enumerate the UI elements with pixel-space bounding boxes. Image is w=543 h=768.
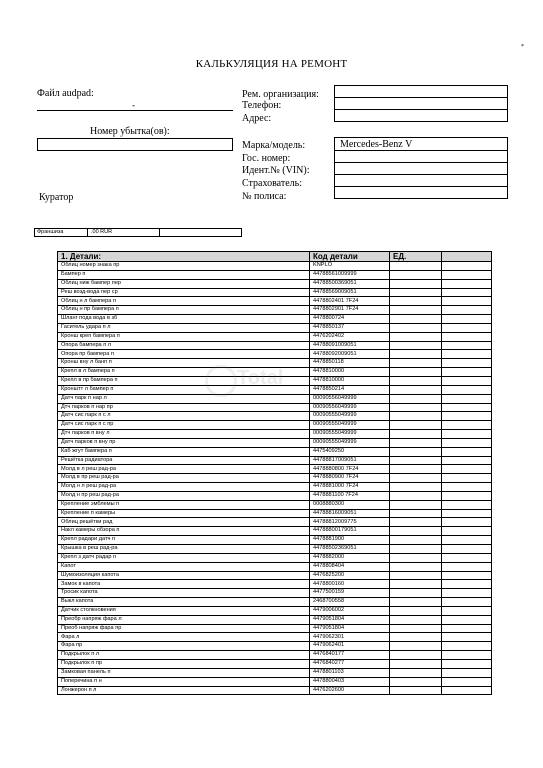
part-code-cell: 44788561009999: [310, 270, 390, 279]
part-code-cell: 44788091009051: [310, 341, 390, 350]
part-unit-cell: [390, 421, 442, 430]
table-row: [58, 615, 492, 624]
part-unit-cell: [390, 306, 442, 315]
part-code-cell: 4476840277: [310, 659, 390, 668]
table-row: [58, 262, 492, 271]
part-code-cell: 44788500369051: [310, 279, 390, 288]
part-unit-cell: [390, 447, 442, 456]
part-code-cell: 2468700558: [310, 598, 390, 607]
header-extra: [442, 252, 492, 262]
part-extra-cell: [442, 624, 492, 633]
part-code-cell: 00090555049999: [310, 421, 390, 430]
table-row: [58, 606, 492, 615]
part-unit-cell: [390, 262, 442, 271]
part-unit-cell: [390, 668, 442, 677]
part-unit-cell: [390, 412, 442, 421]
part-unit-cell: [390, 270, 442, 279]
part-unit-cell: [390, 606, 442, 615]
part-code-cell: 4478800160: [310, 580, 390, 589]
part-extra-cell: [442, 332, 492, 341]
part-extra-cell: [442, 385, 492, 394]
part-unit-cell: [390, 323, 442, 332]
part-name-cell: Бампер п: [58, 270, 310, 279]
table-row: [58, 279, 492, 288]
part-name-cell: Молд в л реш рад-ра: [58, 465, 310, 474]
part-extra-cell: [442, 642, 492, 651]
part-name-cell: Фара пр: [58, 642, 310, 651]
parts-table-header: [58, 252, 492, 262]
franchise-value: .00 RUR: [88, 229, 160, 236]
part-unit-cell: [390, 385, 442, 394]
table-row: [58, 509, 492, 518]
table-row: [58, 288, 492, 297]
part-extra-cell: [442, 615, 492, 624]
part-extra-cell: [442, 376, 492, 385]
franchise-strip: [34, 228, 242, 237]
part-code-cell: 4477500159: [310, 589, 390, 598]
part-name-cell: Крышка в реш рад-ра: [58, 545, 310, 554]
part-name-cell: Решётка радиатора: [58, 456, 310, 465]
part-code-cell: 4478880800 7F24: [310, 465, 390, 474]
part-unit-cell: [390, 553, 442, 562]
part-extra-cell: [442, 677, 492, 686]
make-model-field[interactable]: [334, 137, 508, 151]
part-unit-cell: [390, 580, 442, 589]
part-name-cell: Датч сис парк п с л: [58, 412, 310, 421]
part-unit-cell: [390, 341, 442, 350]
vin-label: Идент.№ (VIN):: [242, 165, 310, 176]
part-extra-cell: [442, 315, 492, 324]
part-code-cell: 00090556049999: [310, 394, 390, 403]
part-unit-cell: [390, 403, 442, 412]
make-model-value: Mercedes-Benz V: [340, 139, 413, 150]
part-name-cell: Фара л: [58, 633, 310, 642]
watermark-logo: [205, 363, 335, 397]
part-name-cell: Крепление п камеры: [58, 509, 310, 518]
table-row: [58, 438, 492, 447]
part-code-cell: 4478850214: [310, 385, 390, 394]
part-extra-cell: [442, 527, 492, 536]
part-name-cell: Датч парков п вну пр: [58, 438, 310, 447]
loss-number-label: Номер убытка(ов):: [90, 126, 170, 137]
part-code-cell: 44788800179051: [310, 527, 390, 536]
table-row: [58, 421, 492, 430]
part-unit-cell: [390, 615, 442, 624]
part-name-cell: Крепл в л бампера п: [58, 368, 310, 377]
part-code-cell: 4478801103: [310, 668, 390, 677]
table-row: [58, 633, 492, 642]
part-code-cell: 4476202600: [310, 686, 390, 695]
part-code-cell: 00090556049999: [310, 403, 390, 412]
part-unit-cell: [390, 651, 442, 660]
part-extra-cell: [442, 341, 492, 350]
table-row: [58, 297, 492, 306]
table-row: [58, 659, 492, 668]
part-extra-cell: [442, 474, 492, 483]
header-code: Код детали: [310, 252, 390, 262]
part-code-cell: 44788816009051: [310, 509, 390, 518]
table-row: [58, 500, 492, 509]
insurer-label: Страхователь:: [242, 178, 302, 189]
part-extra-cell: [442, 668, 492, 677]
part-extra-cell: [442, 465, 492, 474]
part-name-cell: Лонжерон п л: [58, 686, 310, 695]
table-row: [58, 270, 492, 279]
part-unit-cell: [390, 633, 442, 642]
part-name-cell: Поперечина п н: [58, 677, 310, 686]
part-code-cell: 4478850137: [310, 323, 390, 332]
part-extra-cell: [442, 368, 492, 377]
part-unit-cell: [390, 518, 442, 527]
part-code-cell: 4479062301: [310, 633, 390, 642]
part-code-cell: 4478850118: [310, 359, 390, 368]
file-label: Файл audpad:: [37, 88, 94, 99]
table-row: [58, 589, 492, 598]
part-extra-cell: [442, 589, 492, 598]
part-extra-cell: [442, 350, 492, 359]
part-unit-cell: [390, 376, 442, 385]
part-extra-cell: [442, 536, 492, 545]
table-row: [58, 456, 492, 465]
part-extra-cell: [442, 412, 492, 421]
part-extra-cell: [442, 518, 492, 527]
part-unit-cell: [390, 368, 442, 377]
franchise-empty: [160, 229, 241, 236]
part-code-cell: 4478802401 7F24: [310, 297, 390, 306]
part-unit-cell: [390, 659, 442, 668]
part-extra-cell: [442, 686, 492, 695]
part-code-cell: 4478800403: [310, 677, 390, 686]
table-row: [58, 536, 492, 545]
part-name-cell: Преобр напряж фара л: [58, 615, 310, 624]
part-extra-cell: [442, 359, 492, 368]
part-extra-cell: [442, 545, 492, 554]
part-extra-cell: [442, 483, 492, 492]
part-extra-cell: [442, 491, 492, 500]
part-code-cell: 4478880900 7F24: [310, 474, 390, 483]
policy-field[interactable]: [334, 186, 508, 199]
part-unit-cell: [390, 500, 442, 509]
part-extra-cell: [442, 306, 492, 315]
table-row: [58, 332, 492, 341]
part-name-cell: Крепл в пр бампера п: [58, 376, 310, 385]
part-extra-cell: [442, 598, 492, 607]
table-row: [58, 651, 492, 660]
part-code-cell: 4479062401: [310, 642, 390, 651]
part-code-cell: 4478882000: [310, 553, 390, 562]
parts-table: [57, 251, 492, 695]
part-code-cell: 00090555049999: [310, 430, 390, 439]
part-name-cell: Облиц ниж бампер пер: [58, 279, 310, 288]
part-name-cell: Капот: [58, 562, 310, 571]
part-name-cell: Подкрылок п пр: [58, 659, 310, 668]
table-row: [58, 668, 492, 677]
part-extra-cell: [442, 270, 492, 279]
part-unit-cell: [390, 279, 442, 288]
file-dash: -: [132, 100, 135, 110]
part-code-cell: 4478881900: [310, 536, 390, 545]
table-row: [58, 403, 492, 412]
table-row: [58, 430, 492, 439]
part-name-cell: Тросик капота: [58, 589, 310, 598]
part-extra-cell: [442, 430, 492, 439]
reg-number-label: Гос. номер:: [242, 153, 291, 164]
table-row: [58, 491, 492, 500]
part-code-cell: 0008880300: [310, 500, 390, 509]
part-name-cell: Шумоизоляция капота: [58, 571, 310, 580]
part-name-cell: Дтч парков п вну л: [58, 430, 310, 439]
part-name-cell: Дтч парков п нар пр: [58, 403, 310, 412]
part-name-cell: Облиц номер знака пр: [58, 262, 310, 271]
part-unit-cell: [390, 430, 442, 439]
table-row: [58, 562, 492, 571]
part-code-cell: 4476202402: [310, 332, 390, 341]
part-extra-cell: [442, 553, 492, 562]
part-extra-cell: [442, 456, 492, 465]
part-code-cell: KNPLO: [310, 262, 390, 271]
part-extra-cell: [442, 447, 492, 456]
table-row: [58, 580, 492, 589]
part-name-cell: Замок в капота: [58, 580, 310, 589]
table-row: [58, 412, 492, 421]
part-extra-cell: [442, 500, 492, 509]
part-code-cell: 4478881000 7F24: [310, 483, 390, 492]
part-unit-cell: [390, 394, 442, 403]
table-row: [58, 341, 492, 350]
table-row: [58, 474, 492, 483]
part-code-cell: 00090555049999: [310, 412, 390, 421]
watermark-text: Total: [237, 367, 284, 389]
part-name-cell: Реш возд-вода пер ср: [58, 288, 310, 297]
table-row: [58, 447, 492, 456]
page-title: КАЛЬКУЛЯЦИЯ НА РЕМОНТ: [195, 58, 348, 70]
part-name-cell: Кронш креп бампера п: [58, 332, 310, 341]
part-unit-cell: [390, 642, 442, 651]
watermark-ring-icon: [205, 365, 237, 397]
part-unit-cell: [390, 589, 442, 598]
part-extra-cell: [442, 394, 492, 403]
part-name-cell: Подкрылок п л: [58, 651, 310, 660]
part-code-cell: 4479006002: [310, 606, 390, 615]
part-extra-cell: [442, 509, 492, 518]
table-row: [58, 553, 492, 562]
part-name-cell: Гаситель удара п л: [58, 323, 310, 332]
part-name-cell: Облиц решётки рад: [58, 518, 310, 527]
part-name-cell: Молд н пр реш рад-ра: [58, 491, 310, 500]
part-name-cell: Крепление эмблемы п: [58, 500, 310, 509]
part-extra-cell: [442, 279, 492, 288]
part-extra-cell: [442, 323, 492, 332]
part-name-cell: Замковая панель п: [58, 668, 310, 677]
part-name-cell: Преоб напряж фара пр: [58, 624, 310, 633]
part-unit-cell: [390, 562, 442, 571]
part-code-cell: 4476825200: [310, 571, 390, 580]
table-row: [58, 686, 492, 695]
part-name-cell: Кронштт л бампер п: [58, 385, 310, 394]
parts-table-body: [58, 262, 492, 695]
part-code-cell: 4478810000: [310, 376, 390, 385]
part-code-cell: 4479051804: [310, 615, 390, 624]
part-name-cell: Молд н л реш рад-ра: [58, 483, 310, 492]
table-row: [58, 642, 492, 651]
part-unit-cell: [390, 545, 442, 554]
part-code-cell: 4476840177: [310, 651, 390, 660]
part-unit-cell: [390, 624, 442, 633]
part-code-cell: 4478802901 7F24: [310, 306, 390, 315]
part-extra-cell: [442, 659, 492, 668]
part-name-cell: Опора пр бампера п: [58, 350, 310, 359]
part-unit-cell: [390, 332, 442, 341]
part-unit-cell: [390, 686, 442, 695]
part-code-cell: 44788817009051: [310, 456, 390, 465]
part-name-cell: Выкл капота: [58, 598, 310, 607]
part-name-cell: Крепл радари датч п: [58, 536, 310, 545]
header-part: 1. Детали:: [58, 252, 310, 262]
part-unit-cell: [390, 297, 442, 306]
phone-label: Телефон:: [242, 100, 282, 111]
part-unit-cell: [390, 465, 442, 474]
part-extra-cell: [442, 297, 492, 306]
part-unit-cell: [390, 288, 442, 297]
part-unit-cell: [390, 509, 442, 518]
address-field[interactable]: [334, 109, 508, 122]
table-row: [58, 483, 492, 492]
table-row: [58, 465, 492, 474]
part-unit-cell: [390, 456, 442, 465]
repair-org-label: Рем. организация:: [242, 89, 319, 100]
part-name-cell: Накл камеры обзора п: [58, 527, 310, 536]
table-row: [58, 571, 492, 580]
part-name-cell: Облиц н пр бампера п: [58, 306, 310, 315]
part-name-cell: Каб жгут бампера п: [58, 447, 310, 456]
part-name-cell: Датчик столкновения: [58, 606, 310, 615]
table-row: [58, 350, 492, 359]
franchise-label: Франшиза: [35, 229, 88, 236]
address-label: Адрес:: [242, 113, 272, 124]
table-row: [58, 306, 492, 315]
part-extra-cell: [442, 562, 492, 571]
part-unit-cell: [390, 571, 442, 580]
part-name-cell: Шланг пода вода в зб: [58, 315, 310, 324]
table-row: [58, 598, 492, 607]
part-name-cell: Молд в пр реш рад-ра: [58, 474, 310, 483]
loss-number-field[interactable]: [37, 138, 233, 151]
file-underline: [37, 110, 233, 111]
part-code-cell: 44788812009775: [310, 518, 390, 527]
table-row: [58, 518, 492, 527]
part-code-cell: 44788092009051: [310, 350, 390, 359]
part-name-cell: Кронш вну л банп п: [58, 359, 310, 368]
part-extra-cell: [442, 288, 492, 297]
part-extra-cell: [442, 633, 492, 642]
part-unit-cell: [390, 438, 442, 447]
part-extra-cell: [442, 580, 492, 589]
part-extra-cell: [442, 651, 492, 660]
table-row: [58, 677, 492, 686]
part-code-cell: 4479051804: [310, 624, 390, 633]
part-extra-cell: [442, 403, 492, 412]
make-model-label: Марка/модель:: [242, 140, 306, 151]
table-row: [58, 315, 492, 324]
table-row: [58, 323, 492, 332]
part-unit-cell: [390, 359, 442, 368]
part-code-cell: 44788569009051: [310, 288, 390, 297]
part-extra-cell: [442, 571, 492, 580]
header-unit: ЕД.: [390, 252, 442, 262]
part-code-cell: 4478881100 7F24: [310, 491, 390, 500]
part-name-cell: Датч сис парк п с пр: [58, 421, 310, 430]
part-unit-cell: [390, 315, 442, 324]
part-name-cell: Опора бампера п л: [58, 341, 310, 350]
part-unit-cell: [390, 677, 442, 686]
part-unit-cell: [390, 350, 442, 359]
part-extra-cell: [442, 606, 492, 615]
part-unit-cell: [390, 483, 442, 492]
curator-label: Куратор: [39, 192, 74, 203]
part-extra-cell: [442, 438, 492, 447]
part-code-cell: 4478800724: [310, 315, 390, 324]
part-name-cell: Облиц н л бампера п: [58, 297, 310, 306]
part-name-cell: Датч парк п нар л: [58, 394, 310, 403]
table-row: [58, 624, 492, 633]
part-code-cell: 4475409250: [310, 447, 390, 456]
table-row: [58, 527, 492, 536]
part-extra-cell: [442, 421, 492, 430]
part-unit-cell: [390, 474, 442, 483]
part-unit-cell: [390, 491, 442, 500]
part-unit-cell: [390, 536, 442, 545]
policy-label: № полиса:: [242, 191, 287, 202]
part-code-cell: 4478810000: [310, 368, 390, 377]
part-unit-cell: [390, 598, 442, 607]
part-name-cell: Крепл з датч радар п: [58, 553, 310, 562]
part-code-cell: 44788502369051: [310, 545, 390, 554]
part-unit-cell: [390, 527, 442, 536]
part-extra-cell: [442, 262, 492, 271]
table-row: [58, 545, 492, 554]
corner-mark: *: [521, 44, 524, 50]
part-code-cell: 4478808404: [310, 562, 390, 571]
part-code-cell: 00090555049999: [310, 438, 390, 447]
